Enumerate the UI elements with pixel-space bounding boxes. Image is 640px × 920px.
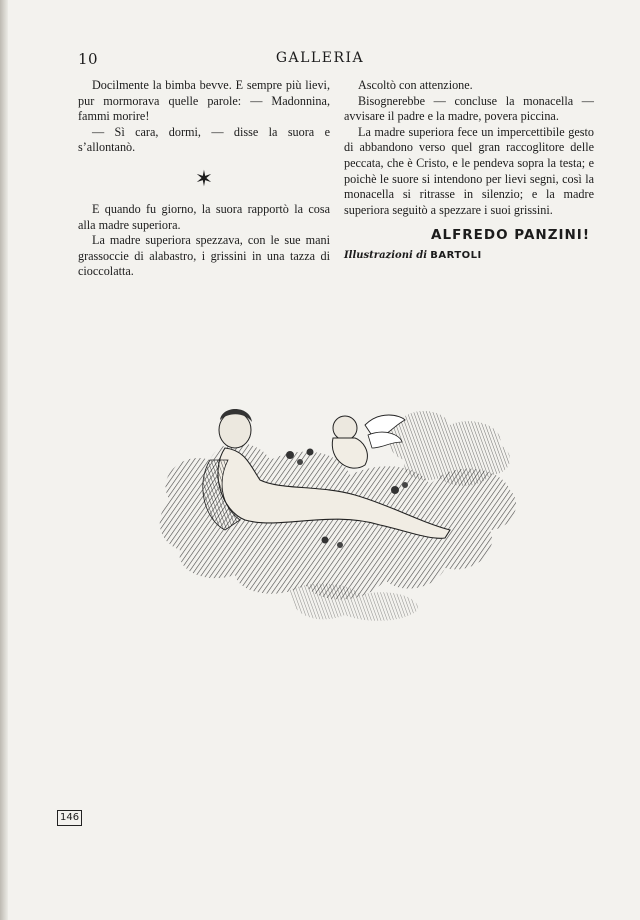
illustration-credit-label: Illustrazioni di [344, 249, 428, 261]
paragraph: Docilmente la bimba bevve. E sempre più lievi, pur mormorava quelle parole: — Madonnina, fammi morire! [78, 78, 330, 124]
paragraph: E quando fu giorno, la suora rapportò la cosa alla madre superiora. [78, 201, 330, 232]
paragraph: Bisognerebbe — concluse la monacella — avvisare il padre e la madre, povera piccina. [344, 93, 594, 124]
section-separator-star-icon: ✶ [194, 165, 214, 191]
engraving-illustration [150, 390, 530, 630]
library-stamp: 146 [57, 810, 82, 826]
right-column [344, 78, 594, 262]
paragraph: — Sì cara, dormi, — disse la suora e s’allontanò. [78, 124, 330, 155]
paragraph: La madre superiora fece un impercettibile gesto di abbandono verso quel gran raccoglitore delle peccata, che è Cristo, e le pendeva sopra la testa; e poichè le suore si intendono per lievi segni, così la monacella si ritrasse in silenzio; e la madre superiora seguitò a spezzare i suoi grissini. [344, 124, 594, 217]
page-number: 10 [78, 50, 99, 68]
illustration-credit-name: BARTOLI [430, 249, 482, 261]
author-signature: ALFREDO PANZINI! [431, 227, 590, 244]
illustration-credit [344, 250, 594, 262]
left-column [78, 78, 330, 280]
cherub-figure [332, 415, 405, 468]
paragraph: Ascoltò con attenzione. [358, 78, 473, 92]
paragraph: La madre superiora spezzava, con le sue mani grassoccie di alabastro, i grissini in una tazza di cioccolatta. [78, 233, 330, 279]
page-binding-edge [0, 0, 8, 920]
running-title: GALLERIA [275, 50, 365, 66]
